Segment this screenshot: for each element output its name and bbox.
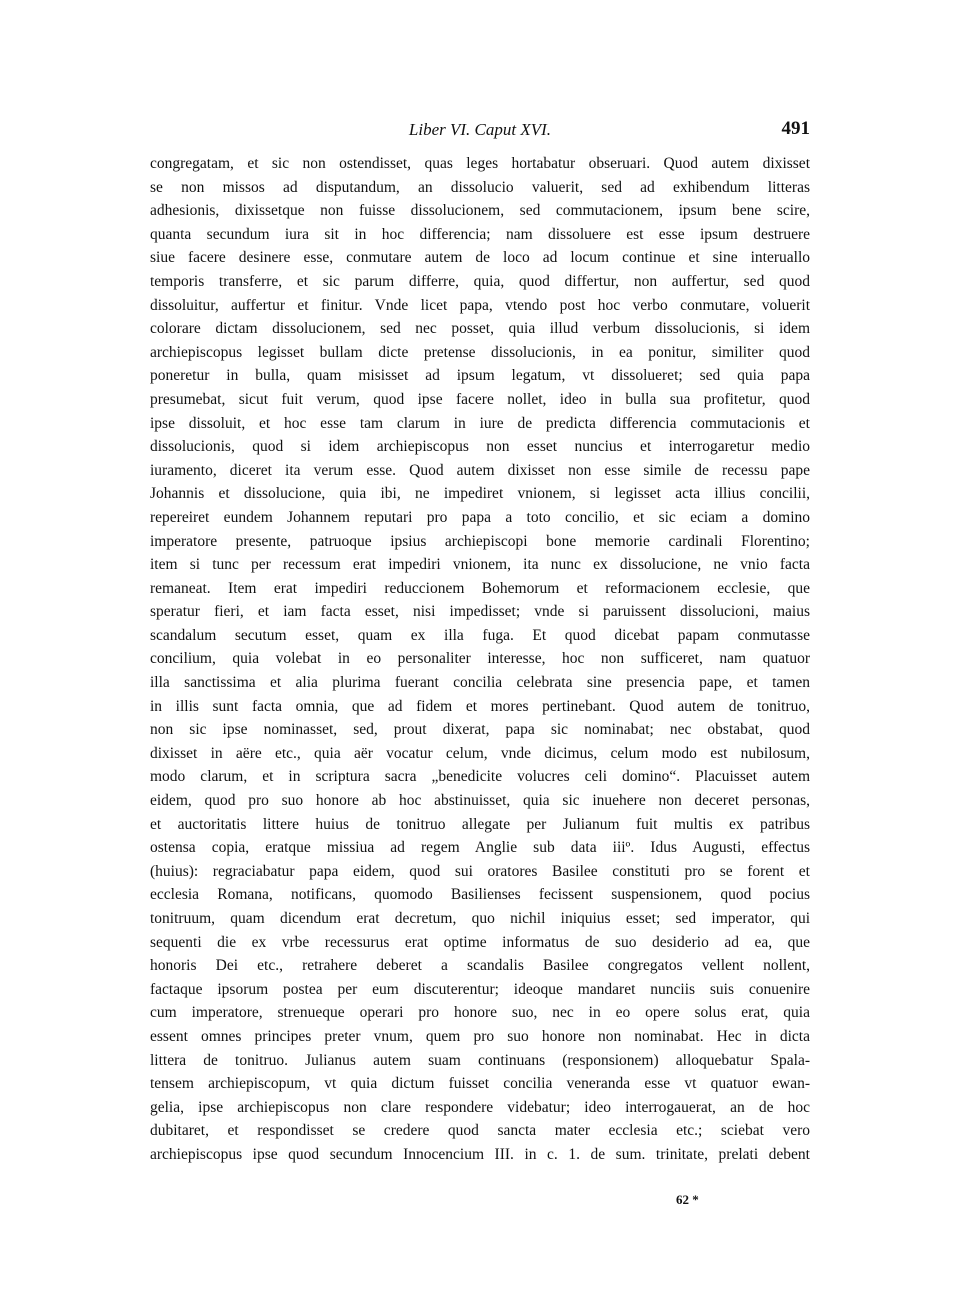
text-line: repereiret eundem Johannem reputari pro papa a toto concilio, et sic eciam a domino: [150, 508, 810, 526]
text-line: remaneat. Item erat impediri reduccionem Bohemorum et reformacionem ecclesie, que: [150, 579, 810, 597]
text-line: dixisset in aëre etc., quia aër vocatur celum, vnde dicimus, celum modo est nubilosum,: [150, 744, 810, 762]
text-line: illa sanctissima et alia plurima fuerant concilia celebrata sine presencia pape, et tamen: [150, 674, 810, 692]
text-line: siue facere desinere esse, conmutare autem de loco ad locum continue et sine interuallo: [150, 249, 810, 267]
text-line: tensem archiepiscopum, vt quia dictum fuisset concilia veneranda esse vt quatuor ewan-: [150, 1075, 810, 1093]
text-line: temporis transferre, et sic parum differre, quia, quod differtur, non auffertur, sed quod: [150, 272, 810, 290]
text-line: adhesionis, dixissetque non fuisse dissolucionem, sed commutacionem, ipsum bene scire,: [150, 202, 810, 220]
text-line: gelia, ipse archiepiscopus non clare respondere videbatur; ideo interrogauerat, an de hoc: [150, 1098, 810, 1116]
text-line: sequenti die ex vrbe recessurus erat optime informatus de suo desiderio ad ea, que: [150, 933, 810, 951]
page-header: [150, 118, 810, 144]
text-line: congregatam, et sic non ostendisset, quas leges hortabatur obseruari. Quod autem dixisset: [150, 155, 810, 172]
text-line: ecclesia Romana, notificans, quomodo Basilienses fecissent suspensionem, quod pocius: [150, 886, 810, 904]
text-line: dissolucionis, quod si idem archiepiscopus non esset nuncius et interrogaretur medio: [150, 438, 810, 456]
text-line: iuramento, diceret ita verum esse. Quod autem dixisset non esse simile de recessu pape: [150, 461, 810, 479]
text-line: in illis sunt facta omnia, que ad fidem et mores pertinebant. Quod autem de tonitruo,: [150, 697, 810, 715]
text-line: modo clarum, et in scriptura sacra „benedicite volucres celi domino“. Placuisset autem: [150, 768, 810, 786]
text-line: archiepiscopus ipse quod secundum Innocencium III. in c. 1. de sum. trinitate, prelati debent: [150, 1145, 810, 1163]
signature-mark: 62 *: [676, 1192, 699, 1207]
text-line: dubitaret, et respondisset se credere quod sancta mater ecclesia etc.; sciebat vero: [150, 1122, 810, 1140]
text-line: imperatore presente, patruoque ipsius archiepiscopi bone memorie cardinali Florentino;: [150, 532, 810, 550]
running-title: Liber VI. Caput XVI.: [408, 120, 552, 139]
text-line: non sic ipse nominasset, sed, prout dixerat, papa sic nominabat; nec obstabat, quod: [150, 721, 810, 739]
text-line: poneretur in bulla, quam misisset ad ipsum legatum, vt dissolueret; sed quia papa: [150, 367, 810, 385]
body-text: [150, 152, 810, 1167]
text-line: speratur fieri, et iam facta esset, nisi impedisset; vnde si paruissent dissolucioni, maius: [150, 603, 810, 621]
text-line: Johannis et dissolucione, quia ibi, ne impediret vnionem, si legisset acta illius concilii,: [150, 485, 810, 503]
text-line: eidem, quod pro suo honore ab hoc abstinuisset, quia sic inuehere non deceret personas,: [150, 792, 810, 810]
text-line: scandalum secutum esset, quam ex illa fuga. Et quod dicebat papam conmutasse: [150, 626, 810, 644]
text-line: ostensa copia, eratque missiua ad regem Anglie sub data iiiº. Idus Augusti, effectus: [150, 839, 810, 857]
text-line: (huius): regraciabatur papa eidem, quod sui oratores Basilee constituti pro se forent et: [150, 862, 810, 880]
text-line: ipse dissoluit, et hoc esse tam clarum in iure de predicta differencia commutacionis et: [150, 414, 810, 432]
text-line: colorare dictam dissolucionem, sed nec posset, quia illud verbum dissolucionis, si idem: [150, 320, 810, 338]
text-line: presumebat, sicut fuit verum, quod ipse facere nollet, ideo in bulla sua profitetur, quod: [150, 390, 810, 408]
text-line: et auctoritatis littere huius de tonitruo allegate per Julianum fuit multis ex patribus: [150, 815, 810, 833]
text-line: se non missos ad disputandum, an dissolucio valuerit, sed ad exhibendum litteras: [150, 178, 810, 196]
text-line: quanta secundum iura sit in hoc differencia; nam dissoluere est esse ipsum destruere: [150, 225, 810, 243]
text-line: item si tunc per recessum erat impediri vnionem, ita nunc ex dissolucione, ne vnio facta: [150, 556, 810, 574]
text-line: archiepiscopus legisset bullam dicte pretense dissolucionis, in ea ponitur, similiter quod: [150, 343, 810, 361]
page-number: 491: [781, 118, 810, 139]
text-line: littera de tonitruo. Julianus autem suam continuans (responsionem) alloquebatur Spala-: [150, 1051, 810, 1069]
text-line: honoris Dei etc., retrahere deberet a scandalis Basilee congregatos vellent nollent,: [150, 957, 810, 975]
text-line: concilium, quia volebat in eo personaliter interesse, hoc non sufficeret, nam quatuor: [150, 650, 810, 668]
text-line: factaque ipsorum postea per eum discuterentur; ideoque mandaret nunciis suis conuenire: [150, 980, 810, 998]
text-line: tonitruum, quam dicendum erat decretum, quo nichil iniquius esset; sed imperator, qui: [150, 910, 810, 927]
text-line: essent omnes principes preter vnum, quem pro suo honore non nominabat. Hec in dicta: [150, 1027, 810, 1045]
text-line: cum imperatore, strenueque operari pro honore suo, nec in eo opere solus erat, quia: [150, 1004, 810, 1022]
text-line: dissoluitur, auffertur et finitur. Vnde licet papa, vtendo post hoc verbo conmutare, voluerit: [150, 296, 810, 314]
